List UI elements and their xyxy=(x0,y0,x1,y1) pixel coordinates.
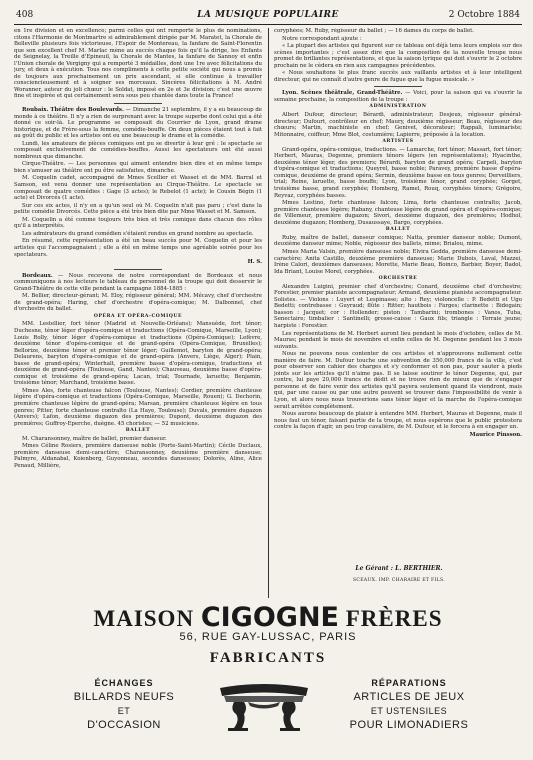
article-text: — Nous recevons de notre correspondant de Bordeaux et nous communiquons à nos lecteurs le tableau du personnel de la troupe qui doit desservir le Grand-Théâtre de cette ville pendant la campagne 1884-1885 : xyxy=(14,272,262,292)
left-paragraph: MM. Lestellier, fort ténor (Madrid et Nouvelle-Orléans); Mansuède, fort ténor; Duchesne, ténor léger d'opéra-comique et traductions (Opéra-Comique, Marseille, Lyon); Louis Rolly, ténor léger d'opéra-comique et traductions (Opéra-Comique); Lefèvre, deuxième ténor d'opéra-comique et de grand-opéra (Opéra-Comique, Bruxelles); Bellorize, deuxième ténor et premier ténor léger; Guillemot, baryton de grand-opéra; Delaurens, baryton d'opéra-comique et de grand-opéra (Anvers, Liège, Alger); Plain, basse de grand-opéra; Winterhalt, première basse d'opéra-comique, traductions et deuxième de grand-opéra (Toulouse, Gand, Nantes); Chauveau, deuxième basse d'opéra-comique et troisième de grand-opéra; Lacan, trial; Tournade, laruette; Benjamin, troisième ténor; Marchand, troisième basse. xyxy=(14,321,262,387)
ad-tagline: FABRICANTS xyxy=(209,650,327,666)
right-paragraph: Ruby, maître de ballet, danseur comique; Natta, premier danseur noble; Dumont, deuxième danseur mime; Noble, régisseur des ballets, mime; Brialou, mime. xyxy=(274,234,522,248)
right-paragraph: Mmes Maria Valsin, première danseuse noble; Elvira Gedda, première danseuse demi-caractère; Anita Castillo, deuxième première danseuse; Marie Dubois, Laval, Mazzei, Irène Calori, deuxièmes danseuses; Morette, Marie Beau, Boinco, Barbier, Boyer, Badol, Ida Briant, Louise Morel, coryphées. xyxy=(274,248,522,275)
ad-right-line: ET USTENSILES xyxy=(370,706,448,716)
article-text: — Voici, pour la saison qui va s'ouvrir la semaine prochaine, la composition de la troupe : xyxy=(274,90,522,103)
ad-brand xyxy=(14,602,522,633)
right-paragraph: « La plupart des artistes qui figurent sur ce tableau ont déjà tenu leurs emplois sur des scènes importantes ; c'est assez dire que la composition de la nouvelle troupe nous promet de brillantes représentations, et que la saison lyrique qui doit s'ouvrir le 2 octobre prochain ne le cèdera en rien aux campagnes précédentes. xyxy=(274,43,522,69)
page-header xyxy=(14,10,522,24)
newspaper-page xyxy=(14,8,522,754)
column-divider xyxy=(268,28,269,598)
printer-line: SCEAUX. IMP. CHARAIRE ET FILS. xyxy=(352,578,446,583)
subsection-heading: OPÉRA ET OPÉRA-COMIQUE xyxy=(93,313,183,319)
ad-right-line: ARTICLES DE JEUX xyxy=(353,691,465,703)
right-paragraph: Alexandre Luigini, premier chef d'orchestre; Conard, deuxième chef d'orchestre; Forestier, premier pianiste accompagnateur; Armand, deuxième pianiste accompagnateur. Solistes. — Violons : Luyert et Lespinasse; alto : Rey; violoncelle : P. Bedetti et Ugo Bedetti; contrebasse : Guyraud; flûte : Ritter; hautbois : Farges; clarinette : Bidegain; basson : Jacquet; cor : Hollender; piston : Tambarini; trombones : Vanos, Tuba, Senectaire; timbalier : Santinelli; grosse-caisse : Gaux fils; triangle : Terraie jeune; harpiste : Forestier. xyxy=(274,283,522,329)
issue-date: 2 Octobre 1884 xyxy=(448,10,520,20)
lyon-article xyxy=(274,90,522,103)
right-paragraph: coryphées; M. Ruby, régisseur du ballet ; — 16 dames du corps de ballet. xyxy=(274,28,475,34)
subsection-heading: ORCHESTRE xyxy=(378,276,418,282)
right-paragraph: Notre correspondant ajoute : xyxy=(282,35,362,42)
left-column xyxy=(14,28,262,598)
section-separator xyxy=(114,269,162,270)
header-rule xyxy=(14,24,522,25)
left-paragraph: M. Coquelin a été comme toujours très bien et très comique dans chacun des rôles qu'il a interprétés. xyxy=(14,216,262,230)
ad-right-line: POUR LIMONADIERS xyxy=(349,719,469,731)
article-text: — Dimanche 21 septembre, il y a eu beaucoup de monde à ce théâtre. Il n'y a rien de surprenant avec la troupe superbe dont celui qui a été donné ce soir-là. Le programme se composait du Courrier de Lyon, grand drame historique, et de Frère-sous la femme, comédie-bouffe. On deux pièces étaient tout à fait au goût du public et les artistes ont eu une beaucoup le drame et la comédie. xyxy=(14,107,262,140)
ad-left-line: ET xyxy=(117,706,131,716)
advertisement xyxy=(14,602,522,752)
ad-left-line: BILLARDS NEUFS xyxy=(73,691,175,703)
right-paragraph: Les représentations de M. Herbert auront lieu pendant le mois d'octobre, celles de M. Mauras; pendant le mois de novembre et enfin celles de M. Degenne pendant les 3 mois suivants. xyxy=(274,330,522,350)
section-separator xyxy=(114,103,162,104)
left-paragraph: En résumé, cette représentation a été un beau succès pour M. Coquelin et pour les artistes qui l'accompagnaient ; elle a été en même temps une agréable soirée pour les spectateurs. xyxy=(14,238,262,258)
bordeaux-article xyxy=(14,273,262,293)
gerant-line: Le Gérant : L. BERTHIER. xyxy=(355,565,443,572)
right-paragraph: Nous aurons beaucoup de plaisir à entendre MM. Herbert, Mauras et Degenne, mais il nous faut un ténor, faisant partie de la troupe, et nous espérons que le public protestera contre la façon d'agir, un peu trop cavalière, de M. Dufour, et le forcera à en engager un. xyxy=(274,411,522,431)
page-number: 408 xyxy=(16,10,34,20)
subsection-heading: BALLET xyxy=(385,227,411,233)
roubaix-article xyxy=(14,107,262,140)
section-heading: Lyon. Scènes théâtrale, Grand-Théâtre. xyxy=(282,90,403,97)
left-paragraph: Cirque-Théâtre. — Les personnes qui aiment entendre bien dire et en même temps bien s'amuser au théâtre ont pu être satisfaites, dimanche. xyxy=(14,161,262,174)
ad-right-line: RÉPARATIONS xyxy=(371,678,447,688)
right-column xyxy=(274,28,522,583)
right-paragraph: Mmes Lestino, forte chanteuse falcon; Lima, forte chanteuse contralto; Jacob, première chanteuse légère; Rabany, chanteuse légère de grand opéra et d'opéra-comique; de Villemeur, première dugazon; Sivori, deuxième dugazon, des premières; Hodhol, deuxième dugazon; Homberg, Dusaussaye, Bargo, coryphées. xyxy=(274,200,522,226)
subsection-heading: ARTISTES xyxy=(382,139,414,145)
section-heading: Roubaix. Théâtre des Boulevards. xyxy=(22,107,124,114)
ad-address: 56, RUE GAY-LUSSAC, PARIS xyxy=(179,631,357,643)
billiard-table-illustration xyxy=(214,674,314,734)
right-paragraph: Nous ne pouvons nous contenter de ces artistes et n'approuvons nullement cette manière de faire. M. Dufour touche une subvention de 350,000 francs de la ville, c'est pour observer son cahier des charges et s'y conformer et non pas, pour sauter à pieds joints sur les articles qu'il n'aime pas. Il se laisse soutirer le ténor Degenne, qui, par contre, lui paye 20,000 francs de dédit et ne trouve rien de mieux que de s'engager personne et de faire venir des artistes qu'il payera seulement quand ils viendront, mais qui, par une cause ou par une autre peuvent se trouver dans l'impossibilité de venir à Lyon, et alors nous nous trouverions sans ténor léger et la marche de l'opéra-comique serait arrêtée complètement. xyxy=(274,351,522,410)
left-paragraph: Les admirateurs du grand comédien s'étaient rendus en grand nombre au spectacle. xyxy=(22,230,254,237)
left-paragraph: M. Charansonney, maître de ballet, premier danseur. xyxy=(22,435,167,442)
ad-brand-prefix: MAISON xyxy=(93,606,195,631)
right-paragraph: Albert Dufour, directeur; Bérardi, administrateur; Desjeux, régisseur général-directeur; Dufourt, contrôleur en chef; Maury, deuxième régisseur; Beau, régisseur des chœurs; Martin, machiniste en chef; Genivet, décorateur; Rappali, luminariste; Mitonnaire, coiffeur; Mme Blot, costumière; Lapierre, préposée à la location. xyxy=(274,112,522,138)
ad-right-block xyxy=(324,678,494,731)
ad-left-block xyxy=(54,678,194,731)
left-paragraph: en 1re division et en excellence; parmi celles qui ont remporté le plus de nominations, citons l'Harmonie de Montmartre si admirablement dirigée par M. Maratet, la Chorale de Belleville plusieurs fois victorieuse, l'Espoir de Montereau, la fanfare de Saint-Florentin que son excellent chef M. Marlac mène au succès chaque fois qu'il la dirige, les Enfants de Seignelay, la Treille d'Epineuil, la Chorale de Mantes, la fanfare de Sannoy et enfin l'Union chorale de Vergigny qui a remporté 3 médailles, dont une 1re avec félicitations du jury, et deux à exécution. Tous nos compliments à cette petite société qui nous a promis de toujours aux prochainement un prix ascendant, si elle continue à travailler consciencieusement et à soigner ses morceaux. Sincères félicitations à M. André Woranner, auteur du joli chœur : le Soldat, imposé en 2e et 3e division; c'est une œuvre fine et inspirée et qui certainement sera sous peu chantée dans toute la France! xyxy=(14,28,262,100)
left-paragraph: M. Bellier, directeur-gérant; M. Eloy, régisseur général; MM. Mécavy, chef d'orchestre de grand-opéra; Haring, chef d'orchestre d'opéra-comique; M. Dalbonnel, chef d'orchestre du ballet. xyxy=(14,293,262,313)
author-signature: Maurice Pinsson. xyxy=(469,431,522,438)
left-paragraph: Mmes Ales, forte chanteuse falcon (Toulouse, Nantes); Cordier, première chanteuse légère d'opéra-comique et traductions (Opéra-Comique, Marseille, Rouen); G. Dechorin, première chanteuse légère de grand-opéra; Marsan, première chanteuse légère en tous genres; Pitter, forte chanteuse contralto (La Haye, Toulouse); Duvals, première dugazon (Anvers); Lafon, deuxième dugazon des premières; Dupont, deuxième dugazon des premières; Guffroy-Eperche, duègne. 45 choristes; — 52 musiciens. xyxy=(14,387,262,427)
subsection-heading: ADMINISTRATION xyxy=(369,104,427,110)
section-separator xyxy=(374,86,422,87)
ad-brand-main: CIGOGNE xyxy=(200,602,339,633)
journal-title: LA MUSIQUE POPULAIRE xyxy=(197,10,339,20)
right-paragraph: « Nous souhaitons le plus franc succès aux vaillants artistes et à leur intelligent directeur, qui ne connaît d'autre genre de fugue que la fugue musicale. » xyxy=(274,70,522,83)
section-heading: Bordeaux. xyxy=(22,272,53,279)
left-paragraph: Mmes Céline Rosiers, première danseuse noble (Porte-Saint-Martin); Cécile Duclaux, première danseuse demi-caractère; Charansonney, deuxième première danseuse; Palmyre, Aldanabal, Koienberg, Guyonneau, secondes danseuses; Dolorès, Aline, Alice Penaud, Millière, xyxy=(14,443,262,469)
author-signature: H. S. xyxy=(247,259,262,266)
left-paragraph: Sur ces six actes, il n'y en a qu'un seul où M. Coquelin n'ait pas paru ; c'est dans la petite comédie Divorcés. Cette pièce a été très bien dite par Mme Wasset et M. Samson. xyxy=(14,202,262,216)
ad-brand-suffix: FRÈRES xyxy=(345,606,443,631)
ad-left-line: ÉCHANGES xyxy=(94,678,154,688)
subsection-heading: BALLET xyxy=(125,428,151,434)
right-paragraph: Grand-opéra, opéra-comique, traductions. — Lamarche, fort ténor; Massart, fort ténor; Herbert, Mauras, Degenne, premiers ténors légers (en représentations); Hyacinthe, deuxième ténor léger, des premiers; Bérardi, baryton de grand opéra; Carpeli, baryton d'opéra-comique et traductions; Queyrel, basse noble; Paravey, première basse d'opéra-comique, deuxième de grand opéra; Sermin, deuxième basse en tous genres; Derveilliers, trial; Reine, laruette, basse bouffe; Lyon, troisième ténor, grand coryphée; Gorget, troisième basse, grand coryphée; Homberg, Ramel, Rouq, coryphées ténors; Grégoire, Reyvaz, coryphées basses. xyxy=(274,146,522,199)
left-paragraph: Lundi, les amateurs de pièces comiques ont pu se divertir à leur gré : le spectacle se composait exclusivement de comédies-bouffes. Aussi les spectateurs ont été aussi nombreux que dimanche. xyxy=(14,140,262,160)
ad-left-line: D'OCCASION xyxy=(87,719,161,731)
left-paragraph: M. Coquelin cadet, accompagné de Mmes Scellier et Wasset et de MM. Barral et Samson, est venu donner une représentation au Cirque-Théâtre. Le spectacle se composait de quatre comédies : Gage (3 actes); le Rebelot (1 acte); le Cousin Bégin (1 acte) et Divorcés (1 acte). xyxy=(14,175,262,202)
